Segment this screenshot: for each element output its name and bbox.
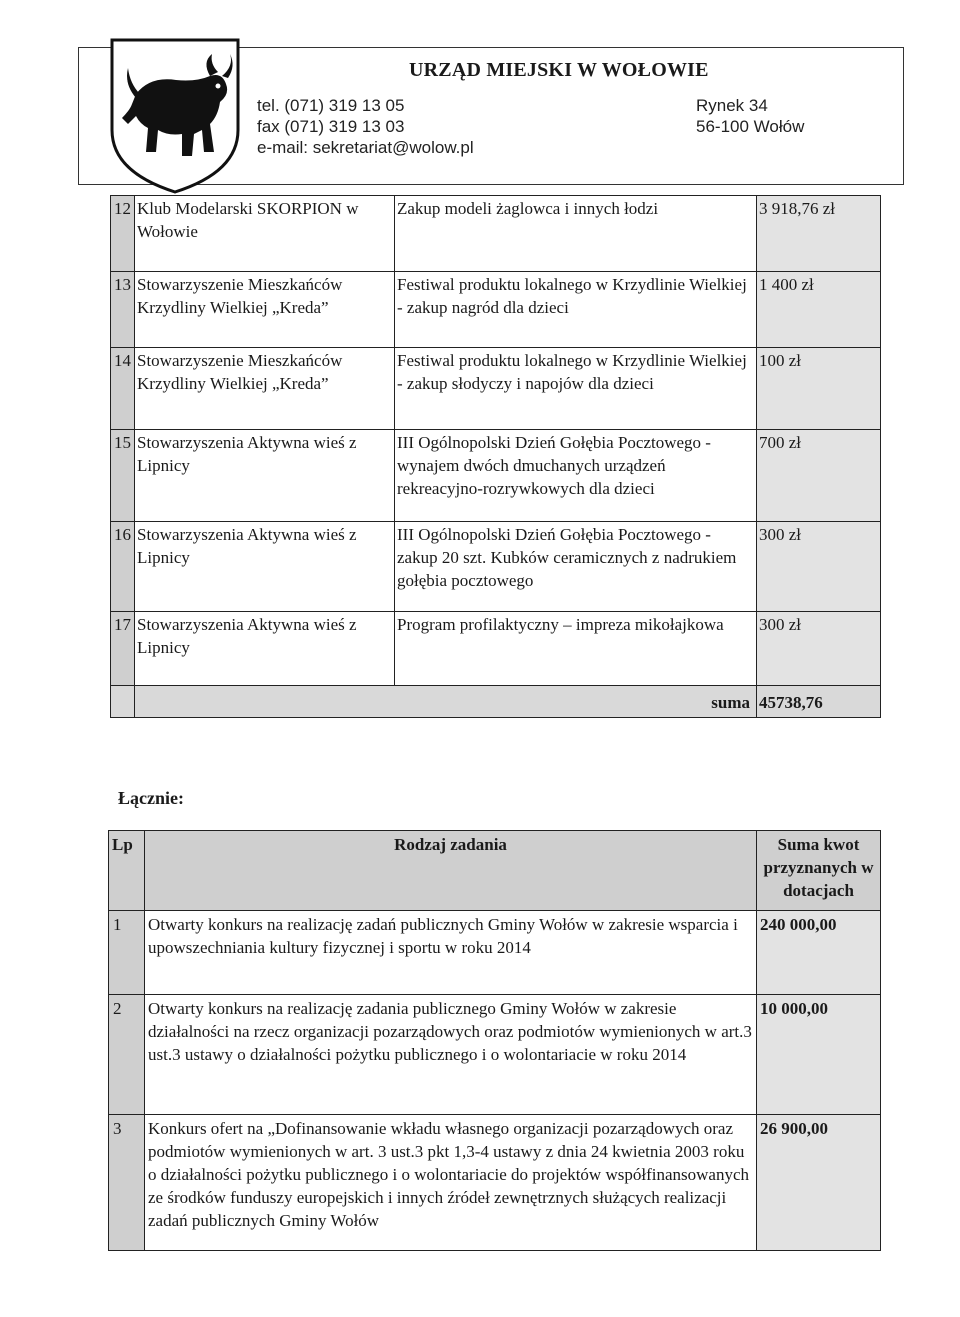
table-row: [111, 612, 881, 686]
task-cell: Konkurs ofert na „Dofinansowanie wkładu własnego organizacji pozarządowych oraz podmiotów wymienionych w art. 3 ust.3 pkt 1,3-4 ustawy z dnia 24 kwietnia 2003 roku o działalności pożytku publicznego i o wolontariacie do projektów współfinansowanych ze środków funduszy europejskich i innych źródeł zewnętrznych służących realizacji zadań publicznych Gminy Wołów: [145, 1115, 757, 1251]
row-number: 1: [109, 911, 145, 995]
table-row: [111, 348, 881, 430]
organization-cell: Stowarzyszenia Aktywna wieś z Lipnicy: [135, 430, 395, 522]
table-row: [111, 196, 881, 272]
table-row: [111, 522, 881, 612]
table-header-row: [109, 831, 881, 911]
amount-cell: 100 zł: [757, 348, 881, 430]
organization-cell: Klub Modelarski SKORPION w Wołowie: [135, 196, 395, 272]
amount-cell: 240 000,00: [757, 911, 881, 995]
purpose-cell: III Ogólnopolski Dzień Gołębia Pocztowego - zakup 20 szt. Kubków ceramicznych z nadrukiem gołębia pocztowego: [395, 522, 757, 612]
column-header-task: Rodzaj zadania: [145, 831, 757, 911]
row-number: 16: [111, 522, 135, 612]
amount-cell: 1 400 zł: [757, 272, 881, 348]
purpose-cell: Festiwal produktu lokalnego w Krzydlinie Wielkiej - zakup nagród dla dzieci: [395, 272, 757, 348]
organization-cell: Stowarzyszenie Mieszkańców Krzydliny Wielkiej „Kreda”: [135, 272, 395, 348]
fax-line: fax (071) 319 13 03: [257, 117, 405, 136]
row-number: 14: [111, 348, 135, 430]
row-number: 3: [109, 1115, 145, 1251]
phone-line: tel. (071) 319 13 05: [257, 96, 405, 115]
task-cell: Otwarty konkurs na realizację zadań publicznych Gminy Wołów w zakresie wsparcia i upowszechniania kultury fizycznej i sportu w roku 2014: [145, 911, 757, 995]
purpose-cell: Program profilaktyczny – impreza mikołajkowa: [395, 612, 757, 686]
column-header-lp: Lp: [109, 831, 145, 911]
table-row: [109, 911, 881, 995]
amount-cell: 26 900,00: [757, 1115, 881, 1251]
grants-table: [110, 195, 881, 718]
table-row: [111, 272, 881, 348]
purpose-cell: III Ogólnopolski Dzień Gołębia Pocztowego - wynajem dwóch dmuchanych urządzeń rekreacyjno-rozrywkowych dla dzieci: [395, 430, 757, 522]
summary-heading: Łącznie:: [118, 788, 184, 808]
row-number: 12: [111, 196, 135, 272]
table-row: [109, 995, 881, 1115]
amount-cell: 3 918,76 zł: [757, 196, 881, 272]
task-cell: Otwarty konkurs na realizację zadania publicznego Gminy Wołów w zakresie działalności na rzecz organizacji pozarządowych oraz podmiotów wymienionych w art.3 ust.3 ustawy o działalności pożytku publicznego i o wolontariacie w roku 2014: [145, 995, 757, 1115]
amount-cell: 10 000,00: [757, 995, 881, 1115]
organization-cell: Stowarzyszenie Mieszkańców Krzydliny Wielkiej „Kreda”: [135, 348, 395, 430]
sum-value: 45738,76: [757, 686, 881, 718]
table-row: [109, 1115, 881, 1251]
row-number: 13: [111, 272, 135, 348]
purpose-cell: Festiwal produktu lokalnego w Krzydlinie Wielkiej - zakup słodyczy i napojów dla dzieci: [395, 348, 757, 430]
purpose-cell: Zakup modeli żaglowca i innych łodzi: [395, 196, 757, 272]
organization-cell: Stowarzyszenia Aktywna wieś z Lipnicy: [135, 612, 395, 686]
table-row: [111, 430, 881, 522]
coat-of-arms-bull-icon: [106, 32, 244, 197]
column-header-amount: Suma kwot przyznanych w dotacjach: [757, 831, 881, 911]
amount-cell: 700 zł: [757, 430, 881, 522]
summary-table: [108, 830, 881, 1251]
row-number: 17: [111, 612, 135, 686]
sum-row: [111, 686, 881, 718]
amount-cell: 300 zł: [757, 522, 881, 612]
office-title: URZĄD MIEJSKI W WOŁOWIE: [409, 59, 709, 81]
amount-cell: 300 zł: [757, 612, 881, 686]
street-line: Rynek 34: [696, 96, 768, 115]
sum-label: suma: [135, 686, 757, 718]
letterhead: [78, 47, 904, 185]
row-number: 2: [109, 995, 145, 1115]
email-line: e-mail: sekretariat@wolow.pl: [257, 138, 474, 157]
row-number: 15: [111, 430, 135, 522]
city-line: 56-100 Wołów: [696, 117, 805, 136]
organization-cell: Stowarzyszenia Aktywna wieś z Lipnicy: [135, 522, 395, 612]
